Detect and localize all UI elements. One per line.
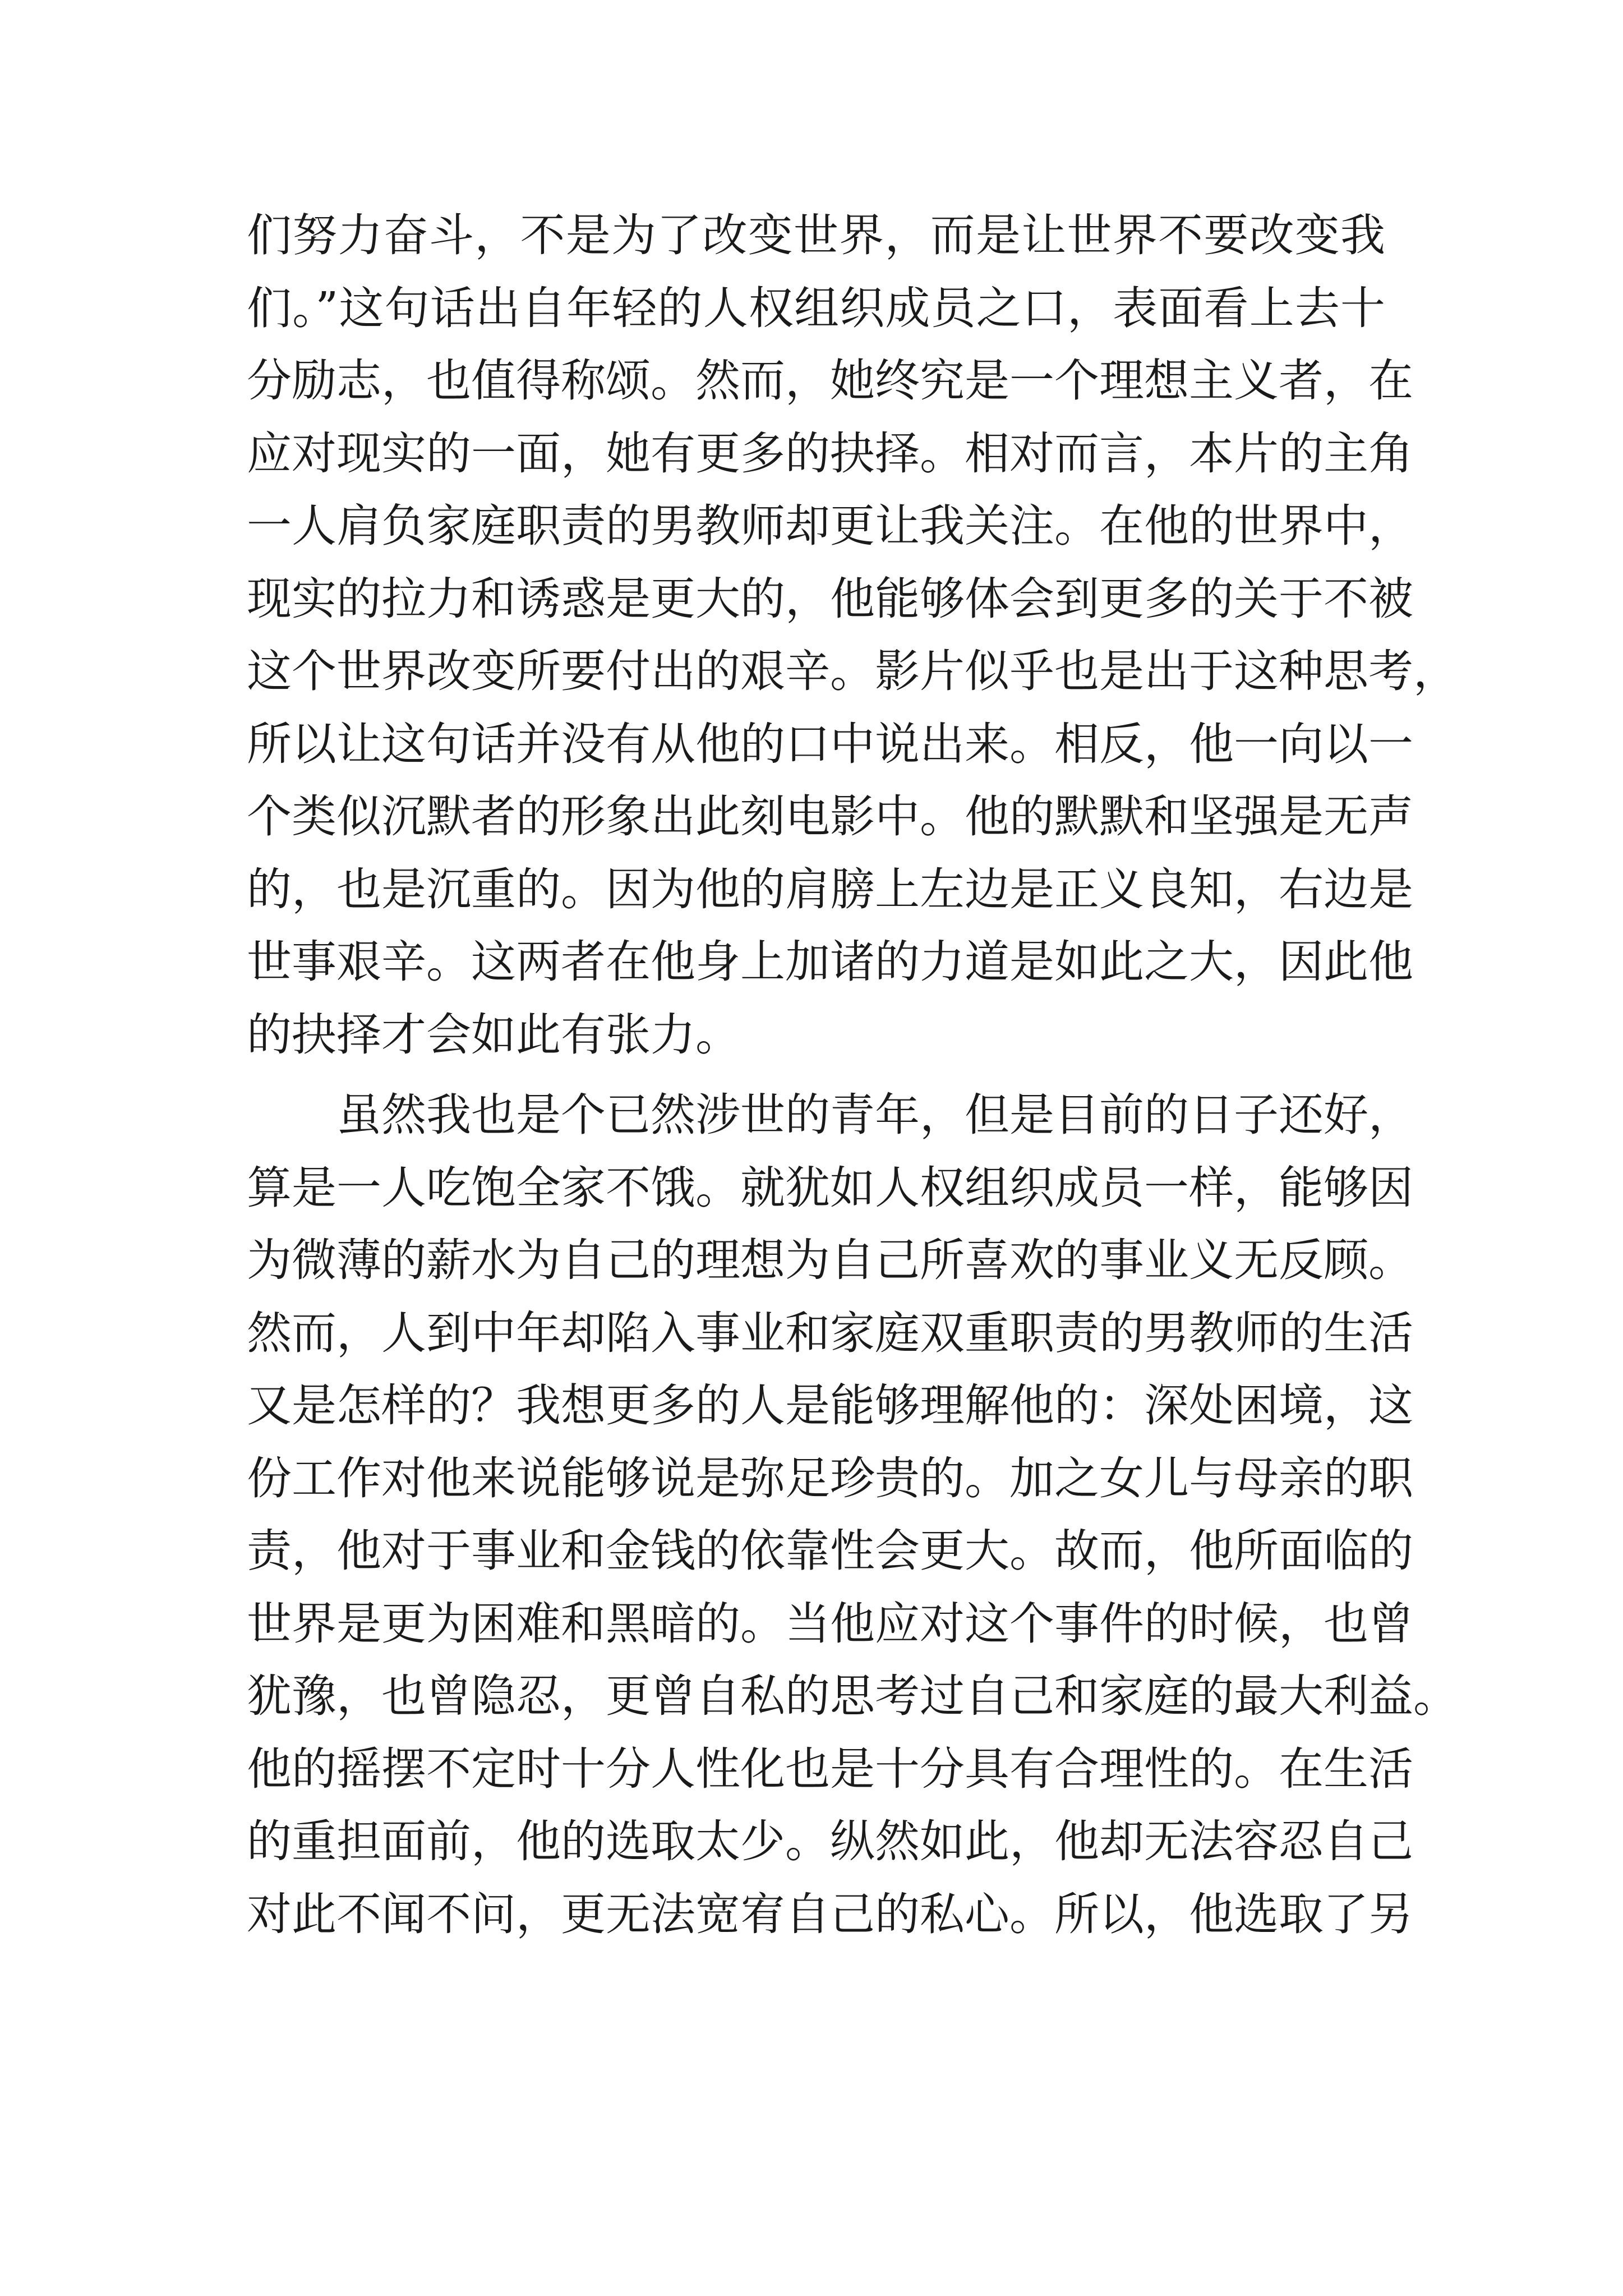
text-line: 所以让这句话并没有从他的口中说出来。相反，他一向以一: [247, 717, 1413, 770]
text-line: 世事艰辛。这两者在他身上加诸的力道是如此之大，因此他: [247, 936, 1413, 988]
text-line: 对此不闻不问，更无法宽宥自己的私心。所以，他选取了另: [247, 1888, 1413, 1940]
text-line: 的抉择才会如此有张力。: [247, 1008, 740, 1061]
text-line: 应对现实的一面，她有更多的抉择。相对而言，本片的主角: [247, 427, 1413, 480]
text-line: 世界是更为困难和黑暗的。当他应对这个事件的时候，也曾: [247, 1597, 1413, 1650]
text-line: 为微薄的薪水为自己的理想为自己所喜欢的事业义无反顾。: [247, 1234, 1413, 1286]
text-line: 们。”这句话出自年轻的人权组织成员之口，表面看上去十: [247, 282, 1385, 334]
text-line: 的，也是沉重的。因为他的肩膀上左边是正义良知，右边是: [247, 863, 1413, 915]
paragraph-2: [247, 1079, 1458, 1950]
paragraph-1: [247, 199, 1458, 1071]
text-line: 个类似沉默者的形象出此刻电影中。他的默默和坚强是无声: [247, 790, 1413, 843]
text-line: 算是一人吃饱全家不饿。就犹如人权组织成员一样，能够因: [247, 1161, 1413, 1214]
text-line: 他的摇摆不定时十分人性化也是十分具有合理性的。在生活: [247, 1742, 1413, 1795]
paragraph-spacer: [247, 1071, 1385, 1079]
text-line: 这个世界改变所要付出的艰辛。影片似乎也是出于这种思考，: [247, 645, 1458, 697]
text-line: 然而，人到中年却陷入事业和家庭双重职责的男教师的生活: [247, 1306, 1413, 1359]
text-line: 现实的拉力和诱惑是更大的，他能够体会到更多的关于不被: [247, 572, 1413, 625]
text-line: 的重担面前，他的选取太少。纵然如此，他却无法容忍自己: [247, 1815, 1413, 1867]
text-line: 又是怎样的？我想更多的人是能够理解他的：深处困境，这: [247, 1379, 1413, 1432]
text-line: 分励志，也值得称颂。然而，她终究是一个理想主义者，在: [247, 355, 1413, 407]
text-line: 犹豫，也曾隐忍，更曾自私的思考过自己和家庭的最大利益。: [247, 1670, 1458, 1722]
text-line: 们努力奋斗，不是为了改变世界，而是让世界不要改变我: [247, 209, 1385, 261]
text-line: 份工作对他来说能够说是弥足珍贵的。加之女儿与母亲的职: [247, 1452, 1413, 1504]
text-line: 责，他对于事业和金钱的依靠性会更大。故而，他所面临的: [247, 1525, 1413, 1577]
text-line: 一人肩负家庭职责的男教师却更让我关注。在他的世界中，: [247, 500, 1413, 552]
text-line: 虽然我也是个已然涉世的青年，但是目前的日子还好，: [247, 1089, 1413, 1141]
body-text: [247, 199, 1458, 1950]
